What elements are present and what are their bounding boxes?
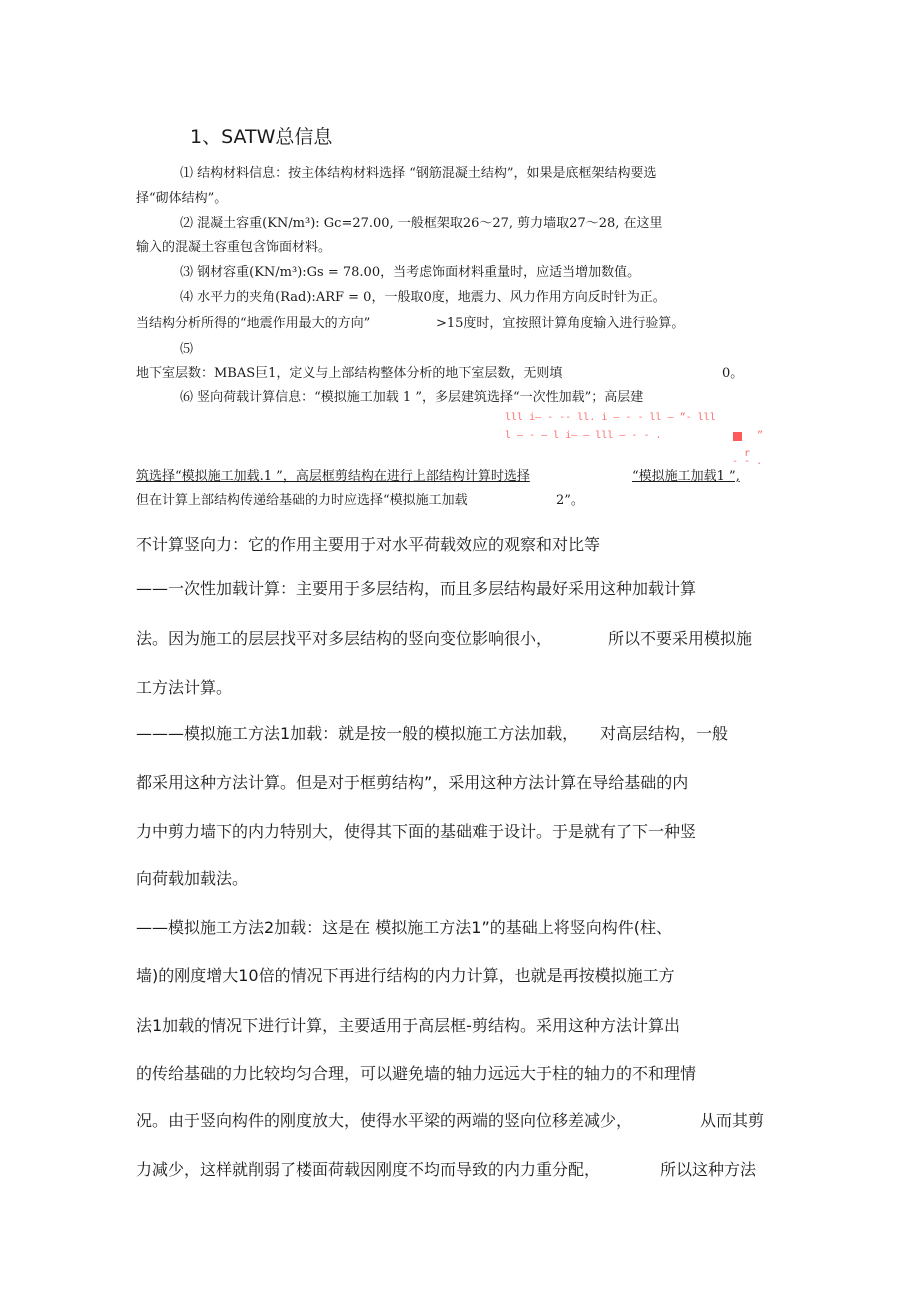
scan-noise-4: r [744, 448, 751, 459]
item-4-line-2b: >15度时，宜按照计算角度输入进行验算。 [436, 316, 685, 331]
paragraph-line-3a: 法。因为施工的层层找平对多层结构的竖向变位影响很小， [136, 629, 553, 648]
paragraph-line-5a: ———模拟施工方法1加载：就是按一般的模拟施工方法加载， [136, 724, 579, 743]
item-5-value: 0。 [722, 366, 744, 381]
item-4-line-1: ⑷ 水平力的夹角(Rad):ARF = 0，一般取0度，地震力、风力作用方向反时针为正。 [180, 290, 666, 305]
scan-noise-5: - - . [732, 456, 763, 467]
scan-noise-1: lll i— - -- ll. i — - - ll — ”- lll [505, 412, 716, 423]
paragraph-line-9: ——模拟施工方法2加载：这是在 模拟施工方法1”的基础上将竖向构件(柱、 [136, 918, 672, 937]
item-6-line-3a: 但在计算上部结构传递给基础的力时应选择“模拟施工加载 [136, 493, 468, 508]
paragraph-line-6: 都采用这种方法计算。但是对于框剪结构”，采用这种方法计算在导给基础的内 [136, 773, 689, 792]
scan-noise-3: ” [757, 430, 764, 441]
item-6-line-1: ⑹ 竖向荷载计算信息：“模拟施工加载 1 ”，多层建筑选择“一次性加载”；高层建 [180, 390, 644, 405]
paragraph-line-5b: 对高层结构，一般 [600, 724, 729, 743]
paragraph-line-14a: 力减少，这样就削弱了楼面荷载因刚度不均而导致的内力重分配， [136, 1160, 601, 1179]
paragraph-line-4: 工方法计算。 [136, 678, 233, 697]
paragraph-line-13b: 从而其剪 [700, 1111, 765, 1130]
paragraph-line-2: ——一次性加载计算：主要用于多层结构，而且多层结构最好采用这种加载计算 [136, 579, 697, 598]
paragraph-line-10: 墙)的刚度增大10倍的情况下再进行结构的内力计算，也就是再按模拟施工方 [136, 966, 675, 985]
item-2-line-1: ⑵ 混凝土容重(KN/m³): Gc=27.00, 一般框架取26～27, 剪力墙取27～28, 在这里 [180, 216, 663, 231]
item-1-line-1: ⑴ 结构材料信息：按主体结构材料选择 “钢筋混凝土结构”，如果是底框架结构要选 [180, 166, 657, 181]
item-6-line-2b: “模拟施工加载1 ”, [632, 469, 740, 484]
item-3: ⑶ 钢材容重(KN/m³):Gs = 78.00，当考虑饰面材料重量时，应适当增加数值。 [180, 265, 641, 280]
paragraph-line-11: 法1加载的情况下进行计算，主要适用于高层框-剪结构。采用这种方法计算出 [136, 1016, 680, 1035]
item-4-line-2a: 当结构分析所得的“地震作用最大的方向” [136, 316, 371, 331]
item-2-line-2: 输入的混凝土容重包含饰面材料。 [136, 240, 332, 255]
paragraph-line-7: 力中剪力墙下的内力特别大，使得其下面的基础难于设计。于是就有了下一种竖 [136, 822, 697, 841]
paragraph-line-3b: 所以不要采用模拟施 [608, 629, 753, 648]
item-6-line-3b: 2”。 [556, 493, 584, 508]
item-5-number: ⑸ [180, 342, 194, 357]
paragraph-line-8: 向荷载加载法。 [136, 869, 249, 888]
paragraph-line-13a: 况。由于竖向构件的刚度放大，使得水平梁的两端的竖向位移差减少， [136, 1111, 633, 1130]
paragraph-line-14b: 所以这种方法 [660, 1160, 757, 1179]
paragraph-line-1: 不计算竖向力：它的作用主要用于对水平荷载效应的观察和对比等 [136, 535, 601, 554]
section-heading: 1、SATW总信息 [190, 126, 333, 148]
item-5-text: 地下室层数：MBAS巨1，定义与上部结构整体分析的地下室层数，无则填 [136, 366, 563, 381]
item-1-line-2: 择“砌体结构”。 [136, 191, 228, 206]
scan-noise-2: l — - — l i— — lll — - - . [505, 430, 662, 441]
scan-noise-mark [733, 432, 742, 441]
paragraph-line-12: 的传给基础的力比较均匀合理，可以避免墙的轴力远远大于柱的轴力的不和理情 [136, 1064, 697, 1083]
item-6-line-2a: 筑选择“模拟施工加载.1 ”，高层框剪结构在进行上部结构计算时选择 [136, 469, 530, 484]
